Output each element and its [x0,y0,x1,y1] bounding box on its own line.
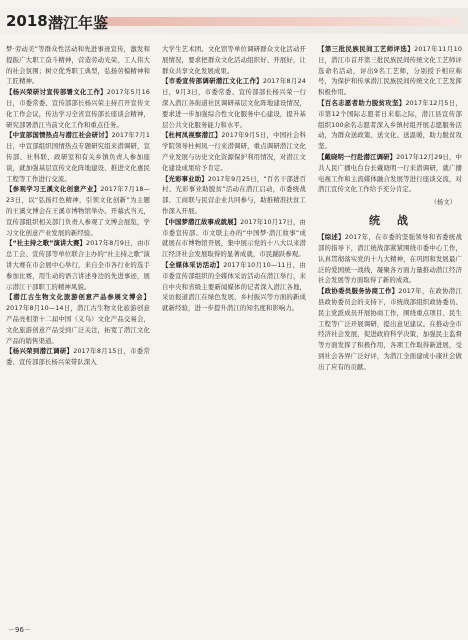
entry-body: 2017年8月15日，市委常委、宣传部部长杨兴荣带队深入 [6,347,150,367]
article-paragraph [318,152,462,195]
entry-body: 2017年7月18—23日，以“弘扬红色精神，引领文化创新”为主题的王溪文博会在王溪市博物馆举办。开幕式当天，宣传部组织相关部门负责人参观了文博会展览，学习文化创意产业发展的新经验。 [6,185,150,237]
header-year: 2018 [6,12,48,30]
article-paragraph [162,76,306,130]
entry-body: 2017年5月16日，市委常委、宣传部部长杨兴荣主持召开宣传文化工作会议，传达学习全省宣传部长座谈会精神，研究部署潜江当前文化工作和重点任务。 [6,88,150,129]
header-title: 潜江年鉴 [48,14,109,32]
entry-heading: 【综述】 [318,233,345,242]
article-paragraph [318,232,462,286]
entry-heading: 【杜柯凤视察潜江】 [162,131,222,140]
entry-heading: 【中宣部国情热点与潜江社会研讨】 [6,131,112,140]
article-paragraph [6,130,150,184]
text-columns [6,44,462,624]
article-paragraph [318,286,462,372]
entry-body: 2017年10月10—11日，由市委宣传部组织的全媒体采访活动在潜江举行，来自中央和省级主要新闻媒体的记者深入潜江各地，采访报道潜江在绿色发展、乡村振兴等方面的新成就新经验，进一步提升潜江的知名度和影响力。 [162,260,306,313]
page-header [0,0,468,44]
article-paragraph [162,174,306,217]
entry-body: 2017年10月17日，由市委宣传部、市文联主办的“中国梦·潜江故事”成就展在市博物馆开展，集中展示党的十八大以来潜江经济社会发展取得的显著成就，市民踊跃参观。 [162,217,306,259]
entry-body: 2017年8月10—14日，潜江古生物文化旅游创意产品亮相第十二届中国（义乌）文化产品交易会，文化旅游创意产品受到广泛关注，拓宽了潜江文化产品的销售渠道。 [6,304,150,345]
entry-body: 2017年7月1日，中宣部组织国情热点专题研究组来潜调研，宣传部、社科联、政研室和有关乡镇负责人参加座谈，就加强基层宣传文化阵地建设、推进文化惠民工程等工作进行交流。 [6,131,150,183]
entry-heading: 【光彩事业助】 [162,174,208,183]
entry-heading: 【市委宣传部调研潜江文化工作】 [162,77,263,86]
entry-body: 2017年，在市委的坚强领导和省委统战部的指导下，潜江统战部紧紧围绕市委中心工作，认真贯彻落实党的十九大精神，在巩固和发展最广泛的爱国统一战线，凝聚各方面力量推动潜江经济社会发展等方面取得了新的成效。 [318,233,462,285]
article-paragraph [6,87,150,130]
article-paragraph [6,44,150,87]
page-number: －96－ [8,626,31,634]
entry-body: 2017年11月10日，潜江市首开第三批民族民间传统文化工艺师评选命名活动，评出9名工艺师，分别授予相应称号，为保护和传承潜江民族民间传统文化工艺发挥积极作用。 [318,45,462,97]
article-paragraph [162,44,306,76]
entry-heading: 【潜江古生物文化旅游创意产品参展文博会】 [6,293,150,302]
author-signature: （杨文） [430,198,456,207]
entry-heading: 【全媒体采访活动】 [162,260,224,269]
entry-body: 2017年8月24日，9月3日，市委常委、宣传部部长杨兴荣一行深入潜江各街道社区调研基层文化阵地建设情况，要求进一步加强综合性文化服务中心建设，提升基层公共文化服务能力和水平。 [162,77,306,129]
column-middle [162,44,306,624]
article-paragraph [162,130,306,173]
entry-heading: 【“社主持之歌”演讲大赛】 [6,239,87,248]
entry-heading: 【杨兴荣到潜江调研】 [6,347,74,356]
entry-heading: 【第三批民族民间工艺师评选】 [318,45,415,53]
entry-body: 2017年9月25日，“百名干部进百村、光彩事业助脱贫”活动在潜江启动，市委统战部、工商联与民营企业共同参与，助推精准扶贫工作深入开展。 [162,174,306,215]
entry-heading: 【参观学习王溪文化创意产业】 [6,185,101,194]
entry-body: 大学生艺术团、文化馆等单位调研群众文化活动开展情况，要求把群众文化活动组织好、开展好，让群众共享文化发展成果。 [162,45,306,75]
entry-body: 2017年9月5日，中国社会科学院领导杜柯凤一行来潜调研，重点调研潜江文化产业发展与历史文化资源保护利用情况，对潜江文化建设成果给予肯定。 [162,131,306,172]
entry-heading: 【戴晓明一行赴潜江调研】 [318,152,397,161]
entry-body: 梦·劳动美”等群众性活动和先进事迹宣传，激发和提振广大职工奋斗精神，营造劳动光荣、工人伟大的社会氛围；树立优秀职工典型，弘扬劳模精神和工匠精神。 [6,45,150,86]
entry-heading: 【百名志愿者助力脱贫攻坚】 [318,98,406,107]
article-paragraph [6,238,150,292]
entry-body: 2017年12月5日，市第12个国际志愿者日来临之际，潜江县宣传部组织100余名志愿者深入乡镇村组开展志愿服务活动，为群众送政策、送文化、送温暖，助力脱贫攻坚。 [318,98,462,151]
header-accent-bar [100,17,460,26]
article-paragraph [318,98,462,152]
entry-heading: 【杨兴荣研讨宣传部署文化工作】 [6,88,107,97]
article-paragraph [318,44,462,98]
article-paragraph [162,217,306,260]
column-right [318,44,462,624]
column-left [6,44,150,624]
entry-body: 2017年12月29日，中共人民广播电台台长戴晓明一行来潜调研，就广播电视工作和主流媒体融合发展等进行座谈交流，对潜江宣传文化工作给予充分肯定。 [318,152,462,194]
article-paragraph [6,346,150,368]
section-title: 统 战 [369,214,411,228]
entry-body: 2017年，在政协潜江县政协委员会的支持下，市统战部组织政协委员、民主党派成员开展协商工作，围绕重点项目、民生工程等广泛开展调研，提出意见建议。在推动全市经济社会发展，促进政府科学决策，加强民主监督等方面发挥了积极作用，各项工作取得新进展，受到社会各界广泛好评，为潜江全面建成小康社会做出了应有的贡献。 [318,287,462,371]
article-paragraph [6,184,150,238]
article-paragraph [6,292,150,346]
article-paragraph [162,260,306,314]
entry-heading: 【政协委员服务协商工作】 [318,287,399,296]
entry-body: 2017年8月9日，由市总工会、宣传部等单位联合主办的“社主持之歌”演讲大赛在市会展中心举行，来自全市各行业的选手参加比赛，用生动的语言讲述身边的先进事迹，展示潜江干部职工的精神风貌。 [6,239,150,291]
entry-heading: 【中国梦潜江故事成就展】 [162,217,241,226]
